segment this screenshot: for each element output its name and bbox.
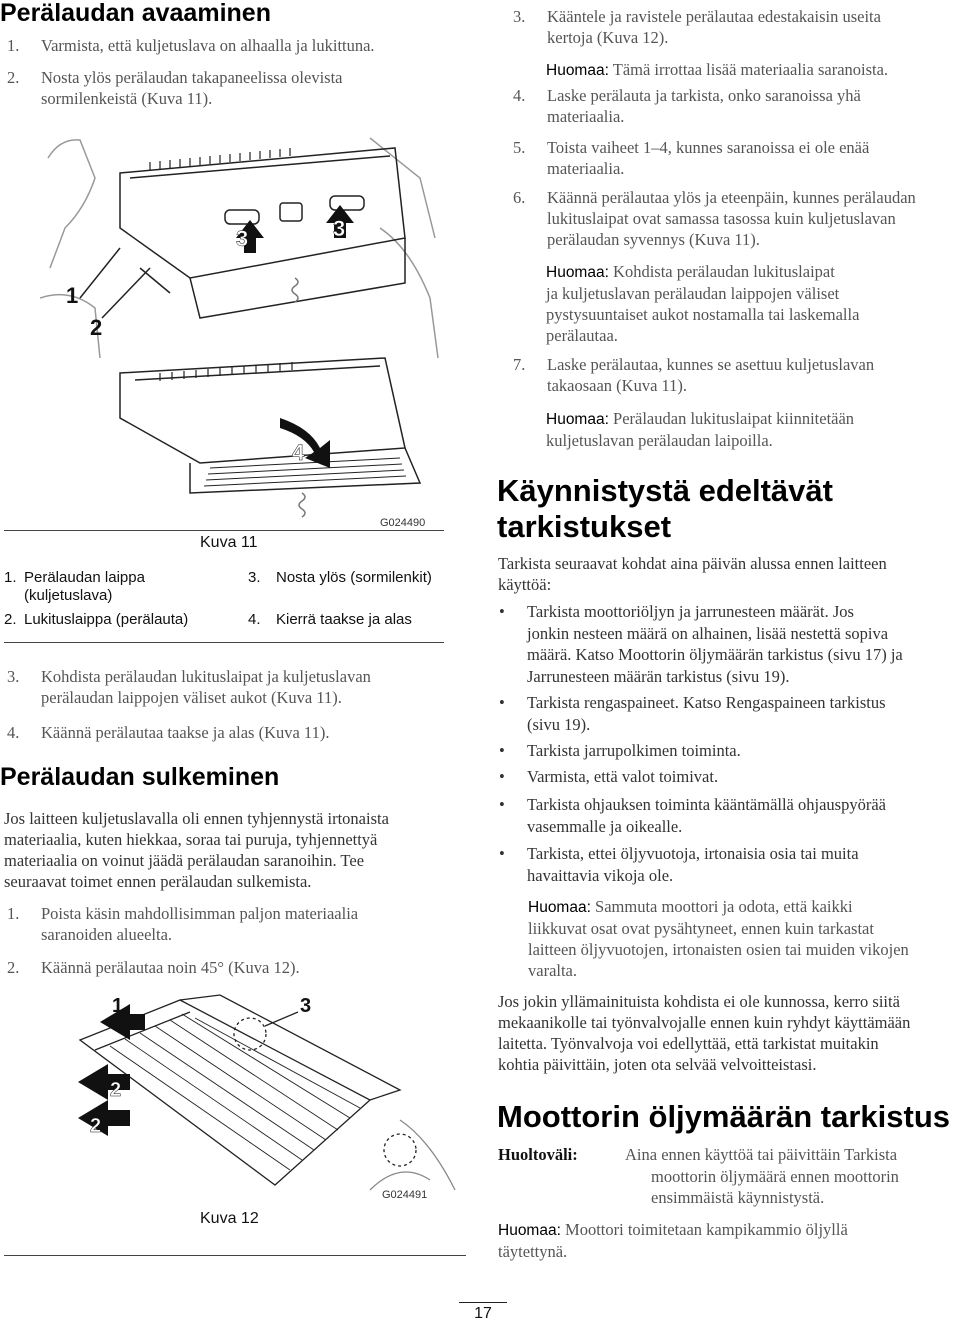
open-step-2: 2. Nosta ylös perälaudan takapaneelissa olevista sormilenkeistä (Kuva 11). [7, 68, 343, 108]
close-step-2: 2. Käännä perälautaa noin 45° (Kuva 12). [7, 958, 300, 977]
note-4: Huomaa: Sammuta moottori ja odota, että kaikki liikkuvat osat ovat pysähtyneet, ennen kuin tarkastat laitteen öljyvuotojen, irtonaisten osien tai muiden vikojen varalta. [528, 897, 909, 980]
heading-pre-start-checks: Käynnistystä edeltävät tarkistukset [497, 473, 833, 544]
legend-item-2: 2. Lukituslaippa (perälauta) [4, 611, 189, 628]
checks-outro: Jos jokin yllämainituista kohdista ei ole kunnossa, kerro siitä mekaanikolle tai työnvalvojalle ennen kuin ryhdyt käyttämään laitetta. Työnvalvoja voi edellyttää, että tarkistat muitakin kohtia päivittäin, joten ota selvää velvoitteistasi. [498, 992, 911, 1074]
fig12-callout-2b: 2 [90, 1115, 102, 1137]
note-2: Huomaa: Kohdista perälaudan lukituslaipat ja kuljetuslavan perälaudan laippojen väliset pystysuuntaiset aukot nostamalla tai laskemalla perälautaa. [546, 262, 860, 345]
figure-11-rule [4, 530, 444, 531]
fig12-callout-1: 1 [112, 995, 124, 1017]
service-interval: Huoltoväli: Aina ennen käyttöä tai päivittäin Tarkista moottorin öljymäärä ennen moottorin ensimmäistä käynnistystä. [498, 1145, 899, 1207]
check-item-1: • Tarkista moottoriöljyn ja jarrunesteen määrät. Jos jonkin nesteen määrä on alhainen, lisää nestettä sopiva määrä. Katso Moottorin öljymäärän tarkistus (sivu 17) ja Jarrunesteen määrän tarkistus (sivu 19). [499, 602, 903, 686]
check-item-5: • Tarkista ohjauksen toiminta kääntämällä ohjauspyörää vasemmalle ja oikealle. [499, 795, 886, 836]
note-1: Huomaa: Tämä irrottaa lisää materiaalia saranoista. [546, 60, 889, 79]
footer-rule [459, 1302, 507, 1303]
figure-12-rule [4, 1255, 466, 1256]
fig12-callout-2a: 2 [110, 1079, 122, 1101]
figure-11-legend [4, 568, 464, 628]
check-item-2: • Tarkista rengaspaineet. Katso Rengaspaineen tarkistus (sivu 19). [499, 693, 886, 734]
page-number: 17 [474, 1305, 492, 1322]
legend-item-1: 1. Perälaudan laippa (kuljetuslava) [4, 569, 145, 604]
checks-intro: Tarkista seuraavat kohdat aina päivän alussa ennen laitteen käyttöä: [498, 554, 887, 594]
legend-item-4: 4. Kierrä taakse ja alas [248, 611, 412, 628]
heading-open-tailgate: Perälaudan avaaminen [0, 0, 271, 27]
figure-12-illustration [70, 990, 465, 1205]
heading-oil-check: Moottorin öljymäärän tarkistus [497, 1099, 951, 1134]
fig12-code: G024491 [382, 1189, 428, 1201]
close-step-7: 7. Laske perälautaa, kunnes se asettuu kuljetuslavan takaosaan (Kuva 11). [513, 355, 875, 395]
fig11-callout-3a: 3 [236, 226, 249, 251]
open-step-3: 3. Kohdista perälaudan lukituslaipat ja kuljetuslavan perälaudan laippojen väliset aukot (Kuva 11). [7, 667, 371, 707]
close-intro-paragraph: Jos laitteen kuljetuslavalla oli ennen tyhjennystä irtonaista materiaalia, kuten hiekkaa, soraa tai puruja, tyhjennettyä materiaalia on voinut jäädä perälaudan saranoihin. Tee seuraavat toimet ennen perälaudan sulkemista. [4, 809, 389, 891]
figure-11-caption: Kuva 11 [200, 534, 258, 551]
fig11-callout-1: 1 [66, 283, 79, 308]
figure-11-illustration [40, 118, 440, 538]
close-step-1: 1. Poista käsin mahdollisimman paljon materiaalia saranoiden alueelta. [7, 904, 359, 944]
figure-12-caption: Kuva 12 [200, 1210, 259, 1227]
check-item-6: • Tarkista, ettei öljyvuotoja, irtonaisia osia tai muita havaittavia vikoja ole. [499, 844, 859, 885]
legend-rule [4, 642, 444, 643]
check-item-3: • Tarkista jarrupolkimen toiminta. [499, 741, 741, 760]
close-step-6: 6. Käännä perälautaa ylös ja eteenpäin, kunnes perälaudan lukituslaipat ovat samassa tasossa kuin kuljetuslavan perälaudan syvennys (Kuva 11). [513, 188, 916, 249]
fig11-code: G024490 [380, 517, 426, 529]
note-3: Huomaa: Perälaudan lukituslaipat kiinnitetään kuljetuslavan perälaudan laipoilla. [546, 409, 855, 450]
fig12-callout-3: 3 [300, 995, 312, 1017]
heading-close-tailgate: Perälaudan sulkeminen [0, 763, 280, 791]
open-step-1: 1. Varmista, että kuljetuslava on alhaalla ja lukittuna. [7, 36, 375, 55]
fig11-callout-2: 2 [90, 315, 103, 340]
check-item-4: • Varmista, että valot toimivat. [499, 767, 719, 786]
fig11-callout-3b: 3 [333, 216, 346, 241]
note-5: Huomaa: Moottori toimitetaan kampikammio öljyllä täytettynä. [498, 1220, 848, 1261]
open-step-4: 4. Käännä perälautaa taakse ja alas (Kuva 11). [7, 723, 330, 742]
legend-item-3: 3. Nosta ylös (sormilenkit) [248, 569, 432, 586]
fig11-callout-4: 4 [292, 440, 305, 465]
close-step-5: 5. Toista vaiheet 1–4, kunnes saranoissa ei ole enää materiaalia. [513, 138, 870, 178]
close-step-4: 4. Laske perälauta ja tarkista, onko saranoissa yhä materiaalia. [513, 86, 861, 126]
close-step-3: 3. Kääntele ja ravistele perälautaa edestakaisin useita kertoja (Kuva 12). [513, 7, 881, 47]
